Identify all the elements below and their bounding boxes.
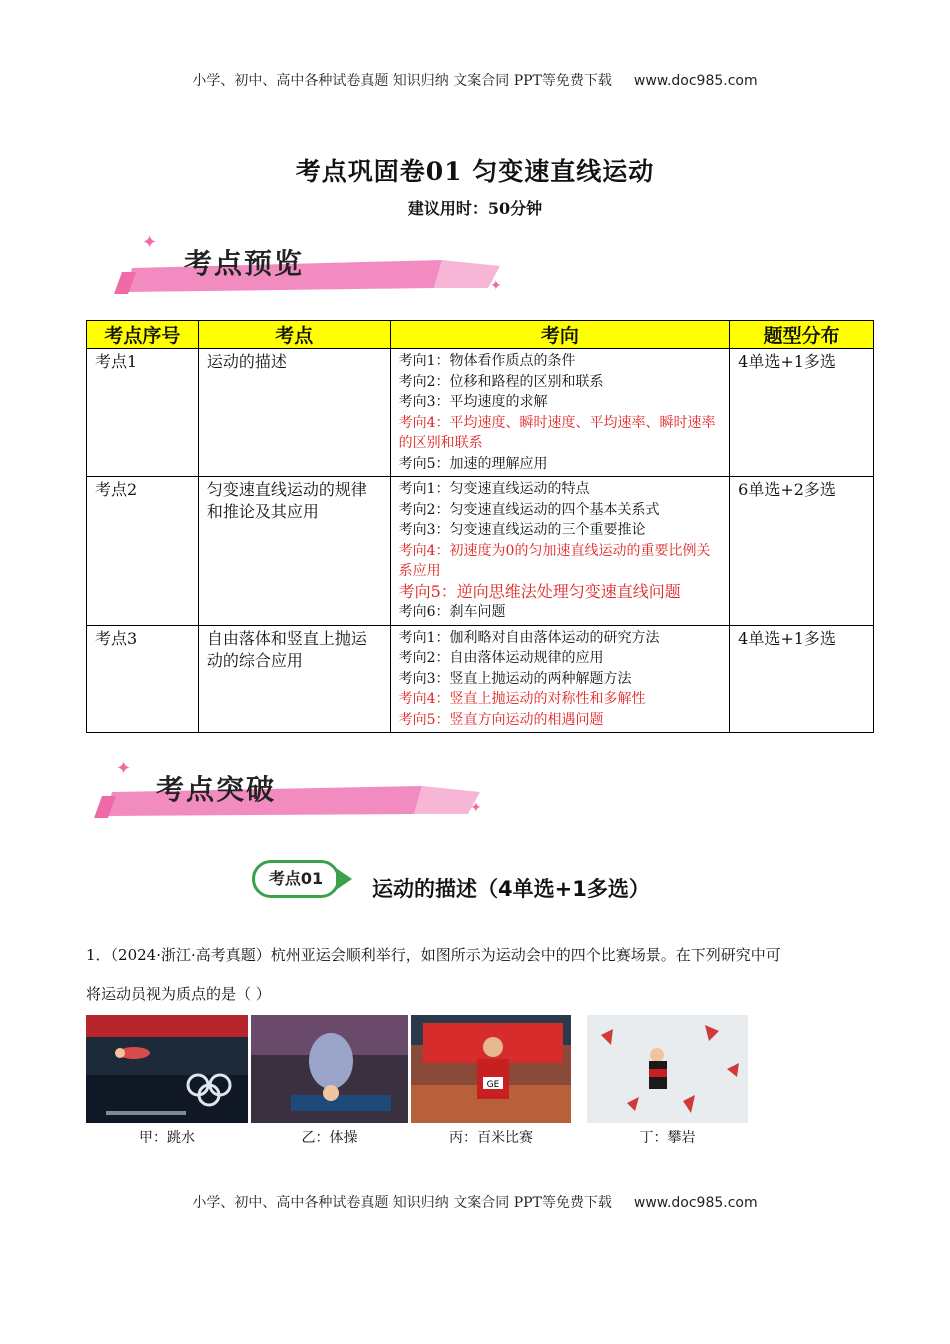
cell-no: 考点3 — [87, 625, 199, 733]
direction-item: 考向3：平均速度的求解 — [398, 394, 548, 410]
banner-preview-text: 考点预览 — [184, 247, 305, 280]
cell-dist: 4单选+1多选 — [730, 625, 874, 733]
direction-item: 考向5：加速的理解应用 — [398, 455, 548, 472]
question-line-2: 将运动员视为质点的是（ ） — [86, 985, 271, 1003]
direction-item: 考向1：匀变速直线运动的特点 — [398, 481, 590, 497]
col-header: 考点序号 — [87, 321, 199, 349]
gymnastics-image — [251, 1015, 408, 1123]
cell-dirs — [390, 477, 730, 626]
sprint-image — [411, 1015, 571, 1123]
cell-dist: 6单选+2多选 — [730, 477, 874, 626]
header-text: 小学、初中、高中各种试卷真题 知识归纳 文案合同 PPT等免费下载 — [192, 73, 612, 89]
sparkle-icon: ✦ — [490, 278, 502, 294]
table-row — [87, 625, 874, 733]
direction-item: 考向3：匀变速直线运动的三个重要推论 — [398, 522, 646, 538]
photo-gymnastics — [251, 1015, 408, 1123]
banner-strip — [92, 756, 492, 826]
photo-climbing — [587, 1015, 748, 1123]
arrow-right-icon — [336, 868, 352, 890]
photo-diving — [86, 1015, 248, 1123]
direction-item: 考向1：伽利略对自由落体运动的研究方法 — [398, 629, 660, 646]
direction-item: 考向4：初速度为0的匀加速直线运动的重要比例关系应用 — [398, 542, 711, 579]
direction-item: 考向5：竖直方向运动的相遇问题 — [398, 711, 604, 728]
direction-item: 考向2：位移和路程的区别和联系 — [398, 373, 604, 390]
footer-url[interactable]: www.doc985.com — [633, 1195, 758, 1211]
caption-sprint: 丙：百米比赛 — [449, 1130, 533, 1146]
cell-dirs — [390, 625, 730, 733]
caption-climbing: 丁：攀岩 — [639, 1130, 696, 1146]
kaodian-table — [86, 320, 874, 733]
direction-item: 考向4：竖直上抛运动的对称性和多解性 — [398, 691, 646, 707]
direction-item: 考向2：自由落体运动规律的应用 — [398, 650, 604, 666]
header-url[interactable]: www.doc985.com — [633, 73, 758, 89]
col-header: 题型分布 — [730, 321, 874, 349]
photo-sprint — [411, 1015, 571, 1123]
section-badge-label: 考点01 — [252, 860, 340, 898]
caption-gymnastics: 乙：体操 — [301, 1130, 358, 1146]
cell-no: 考点1 — [87, 349, 199, 477]
sparkle-icon: ✦ — [142, 232, 158, 253]
direction-item: 考向5：逆向思维法处理匀变速直线问题 — [398, 581, 681, 601]
table-row — [87, 349, 874, 477]
page-subtitle: 建议用时：50分钟 — [407, 199, 543, 218]
banner-breakthrough-text: 考点突破 — [156, 773, 277, 806]
section-badge — [252, 860, 354, 900]
question-line-1: 1．（2024·浙江·高考真题）杭州亚运会顺利举行，如图所示为运动会中的四个比赛场景。在下列研究中可 — [86, 946, 781, 964]
page-header — [0, 70, 950, 90]
climbing-image — [587, 1015, 748, 1123]
footer-text: 小学、初中、高中各种试卷真题 知识归纳 文案合同 PPT等免费下载 — [192, 1195, 612, 1211]
col-header: 考向 — [390, 321, 730, 349]
sparkle-icon: ✦ — [470, 800, 482, 816]
direction-item: 考向4：平均速度、瞬时速度、平均速率、瞬时速率的区别和联系 — [398, 414, 716, 451]
page-footer — [0, 1192, 950, 1212]
banner-preview — [112, 230, 512, 300]
page-title: 考点巩固卷01 匀变速直线运动 — [295, 157, 655, 186]
cell-dist: 4单选+1多选 — [730, 349, 874, 477]
table-header-row — [87, 321, 874, 349]
bib-label: GE — [486, 1080, 500, 1090]
cell-name: 自由落体和竖直上抛运动的综合应用 — [198, 625, 390, 733]
banner-strip — [112, 230, 512, 300]
diving-image — [86, 1015, 248, 1123]
table-row — [87, 477, 874, 626]
sparkle-icon: ✦ — [116, 758, 132, 779]
section-title: 运动的描述（4单选+1多选） — [372, 877, 650, 901]
cell-no: 考点2 — [87, 477, 199, 626]
direction-item: 考向2：匀变速直线运动的四个基本关系式 — [398, 501, 660, 518]
col-header: 考点 — [198, 321, 390, 349]
direction-item: 考向3：竖直上抛运动的两种解题方法 — [398, 670, 632, 687]
banner-breakthrough — [92, 756, 492, 826]
cell-name: 匀变速直线运动的规律和推论及其应用 — [198, 477, 390, 626]
direction-item: 考向1：物体看作质点的条件 — [398, 353, 576, 369]
caption-diving: 甲：跳水 — [139, 1130, 195, 1146]
cell-dirs — [390, 349, 730, 477]
direction-item: 考向6：刹车问题 — [398, 604, 506, 620]
cell-name: 运动的描述 — [198, 349, 390, 477]
